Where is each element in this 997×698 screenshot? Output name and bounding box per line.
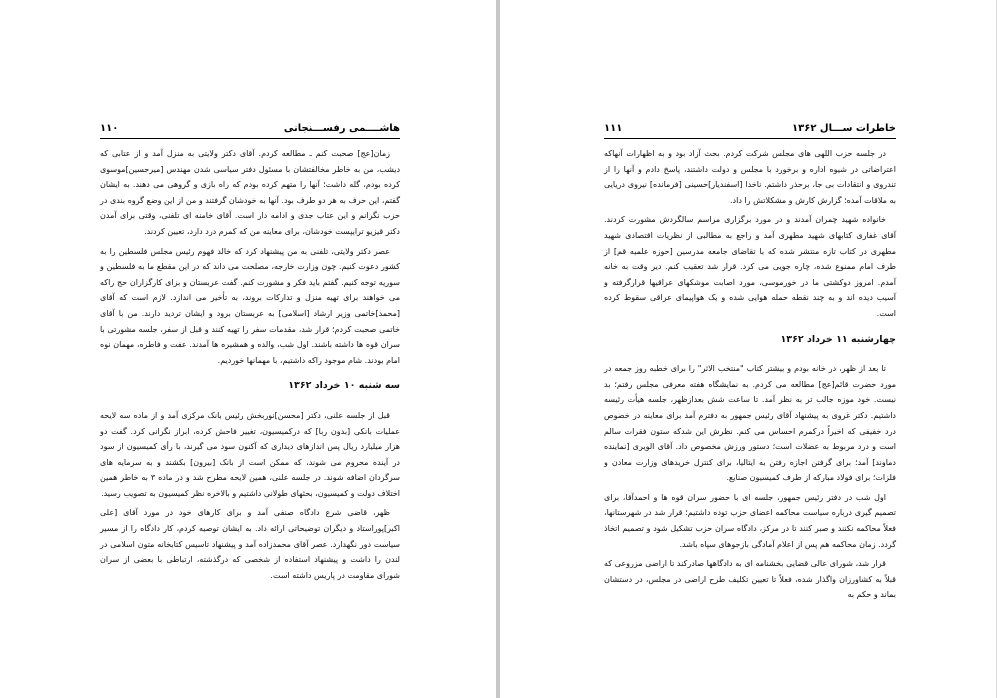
right-section-paragraph-3: قرار شد، شورای عالی قضایی بخشنامه ای به دادگاهها صادرکند تا اراضی مزروعی که قبلاً به کشاورزان واگذار شده، فعلاً تا تعیین تکلیف طرح اراضی در مجلس، در دستشان بماند و حکم به [604,559,896,600]
right-running-title: خاطرات ســـال ۱۳۶۲ [792,123,896,134]
right-page-body [604,146,896,603]
right-section-heading: چهارشنبه ۱۱ خرداد ۱۳۶۲ [780,333,896,345]
left-page-body [100,146,400,583]
left-page-header [100,122,400,139]
right-page-number: ۱۱۱ [604,123,623,134]
right-paragraph-2: خانواده شهید چمران آمدند و در مورد برگزاری مراسم سالگردش مشورت کردند. آقای غفاری کتابهای شهید مطهری آمد و راجع به مطالبی از نظریات اقتصادی شهید مطهری در کتاب تازه منتشر شده که با تقاضای جامعه مدرسین [حوزه علمیه قم] از طرف امام ممنوع شده، چاره جویی می کرد. قرار شد تعقیب کنم. دیر وقت به خانه آمدم. امروز دوکشتی ما در خورموسی، مورد اصابت موشکهای عراقیها قرارگرفته و آسیب دیده اند و به چند نقطه حمله هوایی شده و یک هواپیمای عراقی سقوط کرده است. [604,215,896,318]
right-paragraph-1: در جلسه حزب اللهی های مجلس شرکت کردم. بحث آزاد بود و به اظهارات آنهاکه اعتراضاتی در شیوه اداره و برخورد با مجلس و دولت داشتند، پاسخ دادم و آنها را از تندروی و انتقادات بی جا، برحذر داشتم. ناخدا [اسفندیار]حسینی [فرمانده] نیروی دریایی به ملاقات آمده؛ گزارش کارش و مشکلاتش را داد. [604,149,896,205]
left-section-paragraph-1: قبل از جلسه علنی، دکتر [محسن]نوربخش رئیس بانک مرکزی آمد و از ماده سه لایحه عملیات بانکی [بدون ربا] که درکمیسیون، تغییر فاحش کرده، ابراز نگرانی کرد. گفت دو هزار میلیارد ریال پس اندازهای دیداری که آکنون سود می گیرند، با رأی کمیسیون از سود در آینده محروم می شوند، که ممکن است از بانک [بیرون] بکشند و به سرمایه های سرگردان اضافه شوند. در جلسه علنی، همین لایحه مطرح شد و در ماده ۳ به خاطر همین اختلاف دولت و کمیسیون، بحثهای طولانی داشتیم و بالاخره نظر کمیسیون به تصویب رسید. [100,410,400,498]
left-page [0,0,496,698]
left-page-number: ۱۱۰ [100,123,119,134]
left-section-heading: سه شنبه ۱۰ خرداد ۱۳۶۲ [288,380,400,392]
left-running-title: هاشــــمی رفســـنجانی [283,123,400,134]
left-section-paragraph-2: ظهر، قاضی شرع دادگاه صنفی آمد و برای کارهای خود در مورد آقای [علی اکبر]پوراستاد و دیگران توضیحاتی ارائه داد. به ایشان توصیه کردم، کار دادگاه را از مسیر سیاست دور نگهدارد. عصر آقای محمدزاده آمد و پیشنهاد تاسیس کتابخانه متون اسلامی در لندن را داشت و پیشنهاد استفاده از شخصی که درگذشته، ارتباطی با بعضی از سران شورای مقاومت در پاریس داشته است. [100,508,400,580]
right-page-header [604,122,896,139]
right-page [500,0,996,698]
left-paragraph-2: عصر دکتر ولایتی، تلفنی به من پیشنهاد کرد که خالد فهوم رئیس مجلس فلسطین را به کشور دعوت کنیم. چون وزارت خارجه، مصلحت می داند که در این مقطع ما به فلسطین و سوریه توجه کنیم. گفتم باید فکر و مشورت کنم. گفت عربستان و بزای کارگزاران حج راکه می خواهند برای تهیه منزل و تدارکات بروند، به تأخیر می اندازد. لازم است که آقای [محمد]خاتمی وزیر ارشاد [اسلامی] به عربستان برود و ایشان تردید دارند. من با آقای خاتمی صحبت کردم؛ قرار شد، مقدمات سفر را تهیه کنند و قبل از سفر، جلسه مشورتی با سران قوه ها داشته باشند. اول شب، والده و همشیره ها آمدند. عفت و فاطره، مهمان نوه امام بودند. شام موجود راکه داشتیم، با مهمانها خوردیم. [100,246,400,365]
left-paragraph-1: زمان[عج] صحبت کنم ـ مطالعه کردم. آقای دکتر ولایتی به منزل آمد و از عتابی که دیشب، من به خاطر مخالفتشان با مسئول دفتر سیاسی شدن مهندس [میرحسین]موسوی کرده بودم، گله داشت؛ آنها را متهم کرده بودم که راه بازی و گروهی می دهند. به ایشان گفتم، این حرف به هر دو طرف بود. آنها به خودشان گرفتند و من از این وضع گروه بندی در حزب نگرانم و این عتاب جدی و ادامه دار است. آقای خامنه ای تلفنی، وقتی برای آمدن دکتر قیزیو ترایپست خودشان، برای معاینه من که کمرم درد دارد، تعیین کردند. [100,149,400,236]
right-section-paragraph-2: اول شب در دفتر رئیس جمهور، جلسه ای با حضور سران قوه ها و احمدآقا، برای تصمیم گیری درباره سیاست محاکمه اعضای حزب توده داشتیم؛ قرار شد در شهرستانها، فعلاً محاکمه نکنند و صبر کنند تا در مرکز، دادگاه سران حزب تشکیل شود و تصمیم اتخاذ گردد. زمان محاکمه هم پس از اعلام آمادگی بازجوهای سپاه باشد. [604,492,896,549]
right-section-paragraph-1: تا بعد از ظهر، در خانه بودم و بیشتر کتاب "منتخب الاثر" را برای خطبه روز جمعه در مورد حضرت قائم[عج] مطالعه می کردم. به نمایشگاه هفته معرفی مجلس رفتم؛ بد نیست. خود موزه جالب تر به نظر آمد. تا ساعت شش بعدازظهر، جلسه هیأت رئیسه داشتیم. دکتر غروی به پیشنهاد آقای رئیس جمهور به دفترم آمد برای معاینه در خصوص درد خفیفی که اخیراً درکمرم احساس می کنم. نظرش این شدکه ستون فقرات سالم است و درد مربوط به عضلات است؛ دستور ورزش مخصوص داد. آقای الویری [نماینده دماوند] آمد؛ برای گرفتن اجازه رفتن به ایتالیا، برای کنترل خریدهای وزارت معادن و فلزات؛ برای فولاد مبارکه از طرف کمیسیون صنایع. [604,364,896,483]
